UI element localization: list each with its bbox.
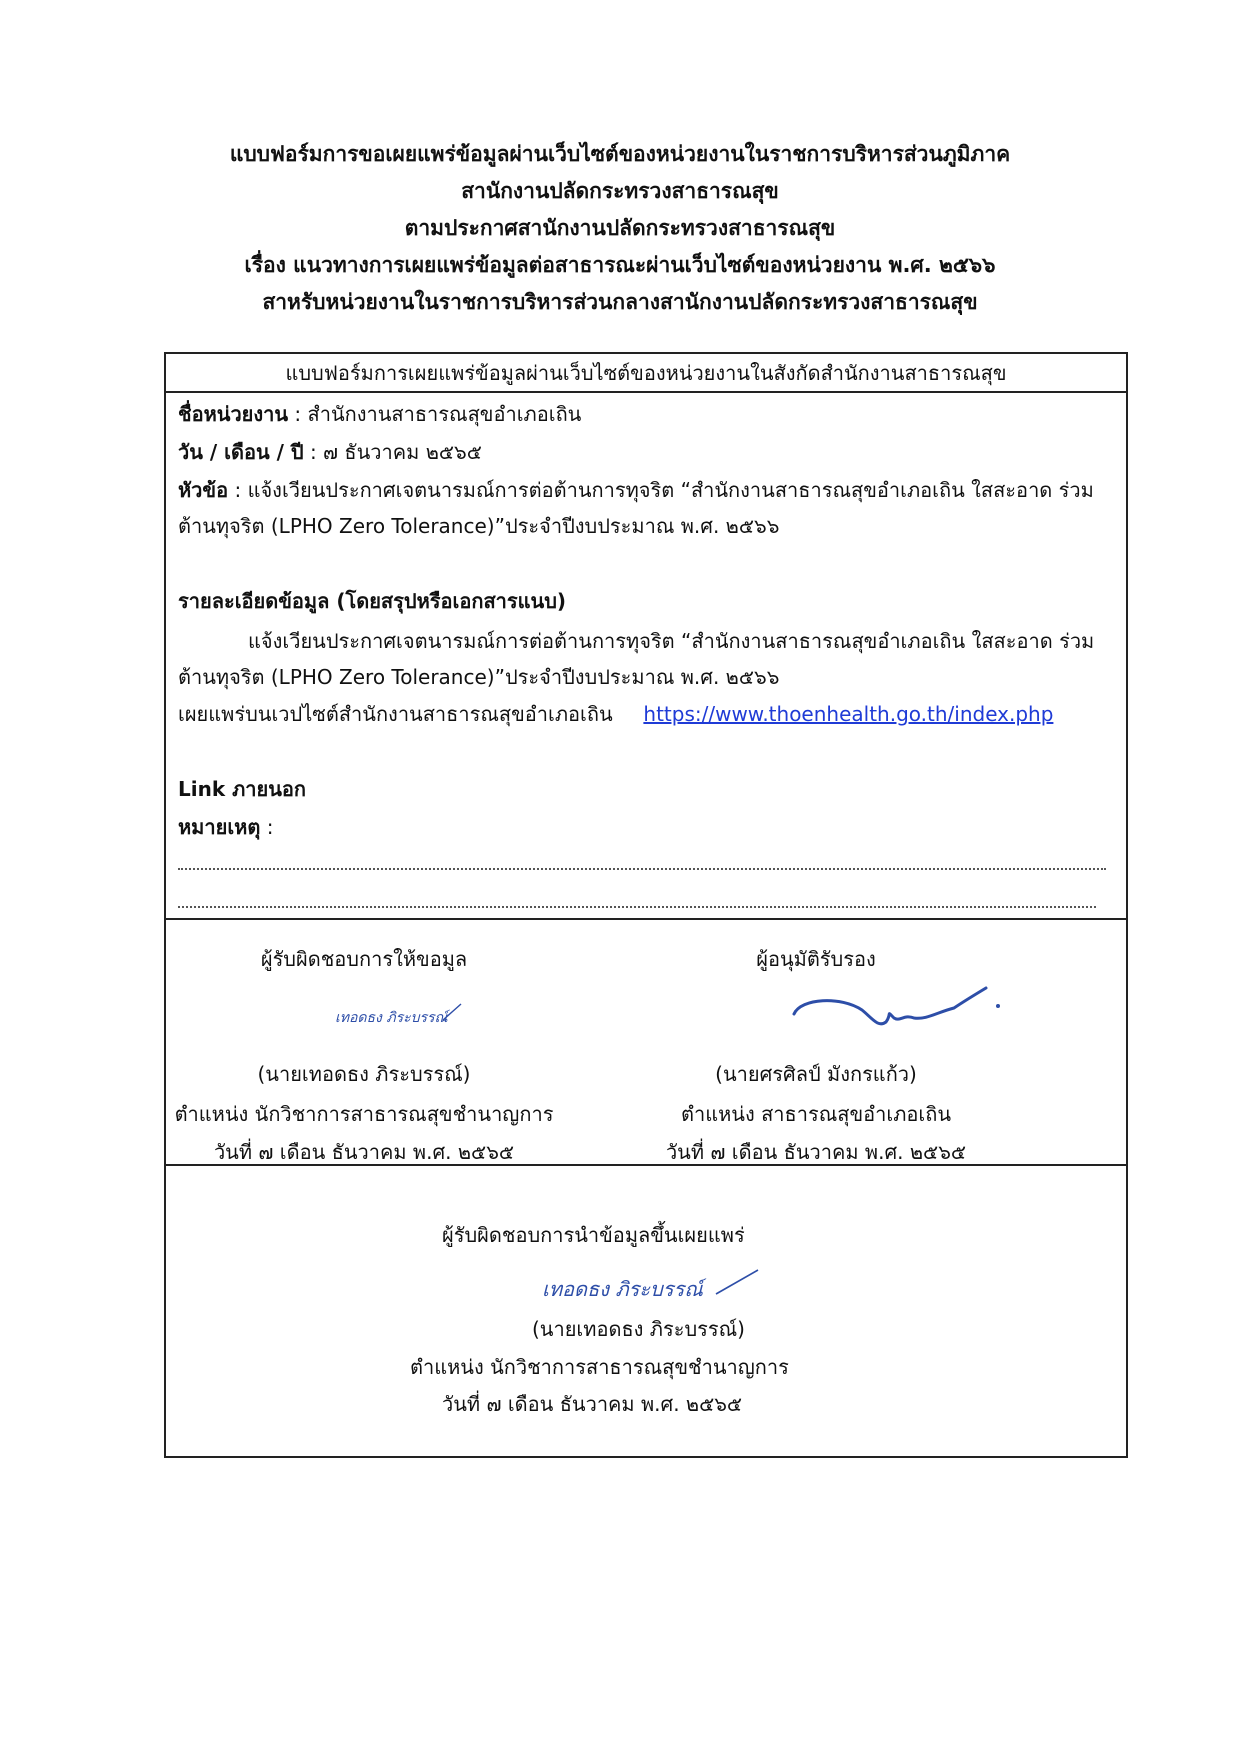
header-line-3: ตามประกาศสานักงานปลัดกระทรวงสาธารณสุข [404,216,836,240]
approver-position: ตำแหน่ง สาธารณสุขอำเภอเถิน [680,1102,952,1126]
subject-line-1: : แจ้งเวียนประกาศเจตนารมณ์การต่อต้านการทุจริต “สำนักงานสาธารณสุขอำเภอเถิน ใสสะอาด ร่วม [234,478,1094,502]
agency-value: : สำนักงานสาธารณสุขอำเภอเถิน [294,402,582,426]
date-row [178,437,482,467]
remarks-dotted-line-2 [178,906,1096,908]
publisher-name: (นายเทอดธง ภิระบรรณ์) [532,1317,745,1341]
form-title: แบบฟอร์มการเผยแพร่ข้อมูลผ่านเว็บไซต์ของหน่วยงานในสังกัดสำนักงานสาธารณสุข [285,361,1007,385]
publisher-role: ผู้รับผิดชอบการนำข้อมูลขึ้นเผยแพร่ [442,1223,745,1247]
details-website-text: เผยแพร่บนเวปไซต์สำนักงานสาธารณสุขอำเภอเถิน [178,702,613,726]
title-divider [166,391,1126,393]
details-line-1: แจ้งเวียนประกาศเจตนารมณ์การต่อต้านการทุจริต “สำนักงานสาธารณสุขอำเภอเถิน ใสสะอาด ร่วม [248,629,1095,653]
publisher-position: ตำแหน่ง นักวิชาการสาธารณสุขชำนาญการ [410,1355,789,1379]
remarks-row [178,812,273,842]
approver-signature [786,984,1006,1044]
details-heading: รายละเอียดข้อมูล (โดยสรุปหรือเอกสารแนบ) [178,589,567,613]
agency-row [178,399,581,429]
details-line-2: ต้านทุจริต (LPHO Zero Tolerance)”ประจำปีงบประมาณ พ.ศ. ๒๕๖๖ [178,665,780,689]
details-url-link[interactable]: https://www.thoenhealth.go.th/index.php [643,702,1054,726]
publisher-date: วันที่ ๗ เดือน ธันวาคม พ.ศ. ๒๕๖๕ [442,1392,743,1416]
remarks-label: หมายเหตุ [178,815,261,839]
publisher-signature [536,1264,766,1308]
provider-name: (นายเทอดธง ภิระบรรณ์) [257,1062,471,1086]
provider-position: ตำแหน่ง นักวิชาการสาธารณสุขชำนาญการ [174,1102,554,1126]
header-line-2: สานักงานปลัดกระทรวงสาธารณสุข [461,179,779,203]
subject-line-2: ต้านทุจริต (LPHO Zero Tolerance)”ประจำปีงบประมาณ พ.ศ. ๒๕๖๖ [178,514,780,538]
date-label: วัน / เดือน / ปี [178,440,304,464]
provider-signature [331,1002,471,1032]
publisher-signature-text: เทอดธง ภิระบรรณ์ [542,1277,703,1301]
approver-date: วันที่ ๗ เดือน ธันวาคม พ.ศ. ๒๕๖๕ [665,1140,967,1164]
publisher-divider [166,1164,1126,1166]
approver-role: ผู้อนุมัติรับรอง [756,947,876,971]
header-line-1: แบบฟอร์มการขอเผยแพร่ข้อมูลผ่านเว็บไซต์ของหน่วยงานในราชการบริหารส่วนภูมิภาค [229,142,1011,166]
subject-row [178,475,1094,505]
details-line-3 [178,699,1053,729]
date-value: : ๗ ธันวาคม ๒๕๖๕ [309,440,482,464]
remarks-dotted-line-1 [178,868,1106,870]
provider-role: ผู้รับผิดชอบการให้ขอมูล [260,947,468,971]
header-line-5: สาหรับหน่วยงานในราชการบริหารส่วนกลางสานักงานปลัดกระทรวงสาธารณสุข [262,290,978,314]
provider-signature-text: เทอดธง ภิระบรรณ์ [335,1010,448,1026]
subject-label: หัวข้อ [178,478,229,502]
remarks-colon: : [266,815,274,839]
external-link-label: Link ภายนอก [178,777,307,801]
agency-label: ชื่อหน่วยงาน [178,402,289,426]
document-header [0,136,1240,321]
signature-divider [166,918,1126,920]
header-line-4: เรื่อง แนวทางการเผยแพร่ข้อมูลต่อสาธารณะผ่านเว็บไซต์ของหน่วยงาน พ.ศ. ๒๕๖๖ [244,253,996,277]
approver-name: (นายศรศิลป์ มังกรแก้ว) [715,1062,917,1086]
provider-date: วันที่ ๗ เดือน ธันวาคม พ.ศ. ๒๕๖๕ [213,1140,515,1164]
form-frame [164,352,1128,1458]
